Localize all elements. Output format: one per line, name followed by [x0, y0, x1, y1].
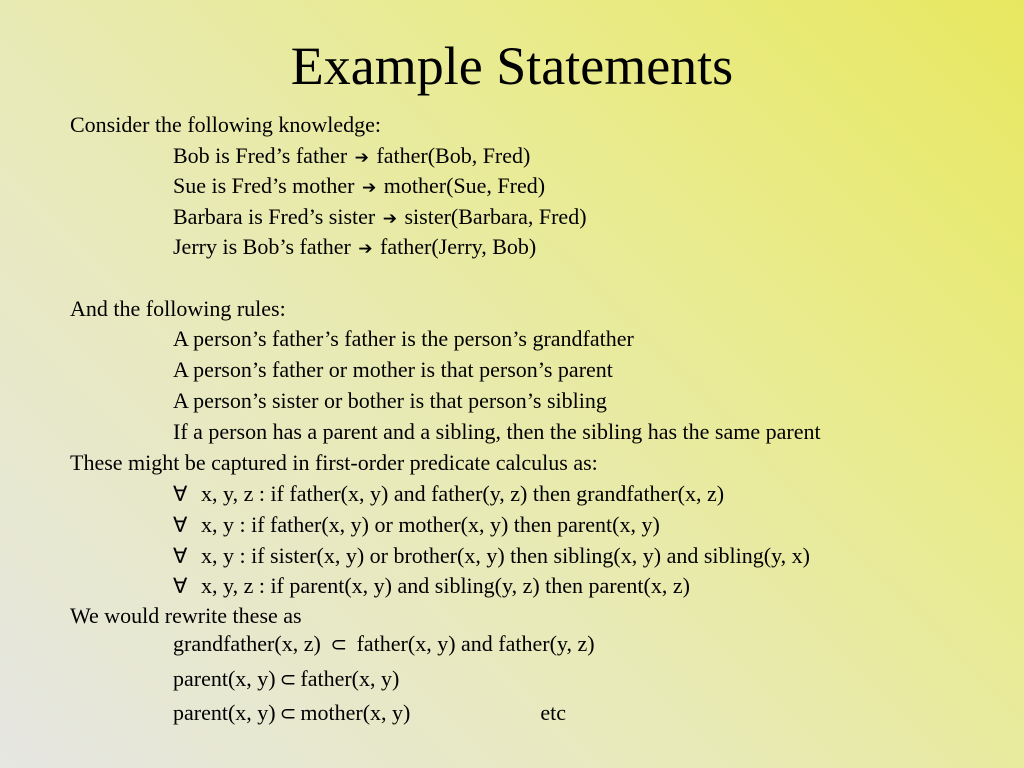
knowledge-predicate: father(Jerry, Bob)	[380, 234, 537, 259]
rewrite-item	[173, 700, 566, 726]
knowledge-item	[173, 143, 530, 171]
knowledge-item	[173, 173, 545, 201]
knowledge-item	[173, 234, 536, 262]
knowledge-text: Jerry is Bob’s father	[173, 234, 351, 259]
rule-item: A person’s father’s father is the person’s grandfather	[173, 326, 634, 351]
calculus-item	[173, 481, 724, 507]
forall-icon: ∀	[173, 574, 188, 598]
rule-item: If a person has a parent and a sibling, then the sibling has the same parent	[173, 419, 821, 444]
knowledge-predicate: father(Bob, Fred)	[376, 143, 531, 168]
rewrite-item	[173, 666, 399, 692]
calculus-expression: x, y, z : if parent(x, y) and sibling(y, z) then parent(x, z)	[201, 573, 690, 598]
rewrite-head: parent(x, y)	[173, 700, 276, 725]
slide-title: Example Statements	[290, 36, 734, 96]
rewrite-head: parent(x, y)	[173, 666, 276, 691]
rule-item: A person’s father or mother is that person’s parent	[173, 357, 613, 382]
rewrite-item	[173, 631, 595, 657]
knowledge-text: Barbara is Fred’s sister	[173, 204, 376, 229]
rewrite-body: father(x, y) and father(y, z)	[356, 631, 595, 656]
rewrite-intro: We would rewrite these as	[70, 603, 302, 628]
calculus-item	[173, 573, 690, 599]
rule-item: A person’s sister or bother is that person’s sibling	[173, 388, 607, 413]
forall-icon: ∀	[173, 513, 188, 537]
calculus-expression: x, y, z : if father(x, y) and father(y, z) then grandfather(x, z)	[201, 481, 725, 506]
calculus-expression: x, y : if father(x, y) or mother(x, y) then parent(x, y)	[201, 512, 660, 537]
rewrite-body: mother(x, y)	[300, 700, 411, 725]
calculus-intro: These might be captured in first-order predicate calculus as:	[70, 450, 598, 475]
knowledge-predicate: mother(Sue, Fred)	[383, 173, 546, 198]
arrow-icon: ➔	[362, 178, 377, 198]
forall-icon: ∀	[173, 544, 188, 568]
forall-icon: ∀	[173, 482, 188, 506]
rules-intro: And the following rules:	[70, 296, 286, 321]
arrow-icon: ➔	[382, 209, 397, 229]
calculus-expression: x, y : if sister(x, y) or brother(x, y) then sibling(x, y) and sibling(y, x)	[201, 543, 810, 568]
knowledge-item	[173, 204, 587, 232]
knowledge-text: Sue is Fred’s mother	[173, 173, 355, 198]
rewrite-etc: etc	[540, 700, 567, 725]
subset-icon: ⊂	[279, 667, 297, 691]
arrow-icon: ➔	[358, 239, 373, 259]
subset-icon: ⊂	[330, 632, 348, 656]
knowledge-predicate: sister(Barbara, Fred)	[404, 204, 587, 229]
calculus-item	[173, 543, 810, 569]
rewrite-body: father(x, y)	[300, 666, 400, 691]
rewrite-head: grandfather(x, z)	[173, 631, 321, 656]
subset-icon: ⊂	[279, 701, 297, 725]
arrow-icon: ➔	[354, 148, 369, 168]
knowledge-text: Bob is Fred’s father	[173, 143, 348, 168]
calculus-item	[173, 512, 660, 538]
knowledge-intro: Consider the following knowledge:	[70, 112, 382, 137]
